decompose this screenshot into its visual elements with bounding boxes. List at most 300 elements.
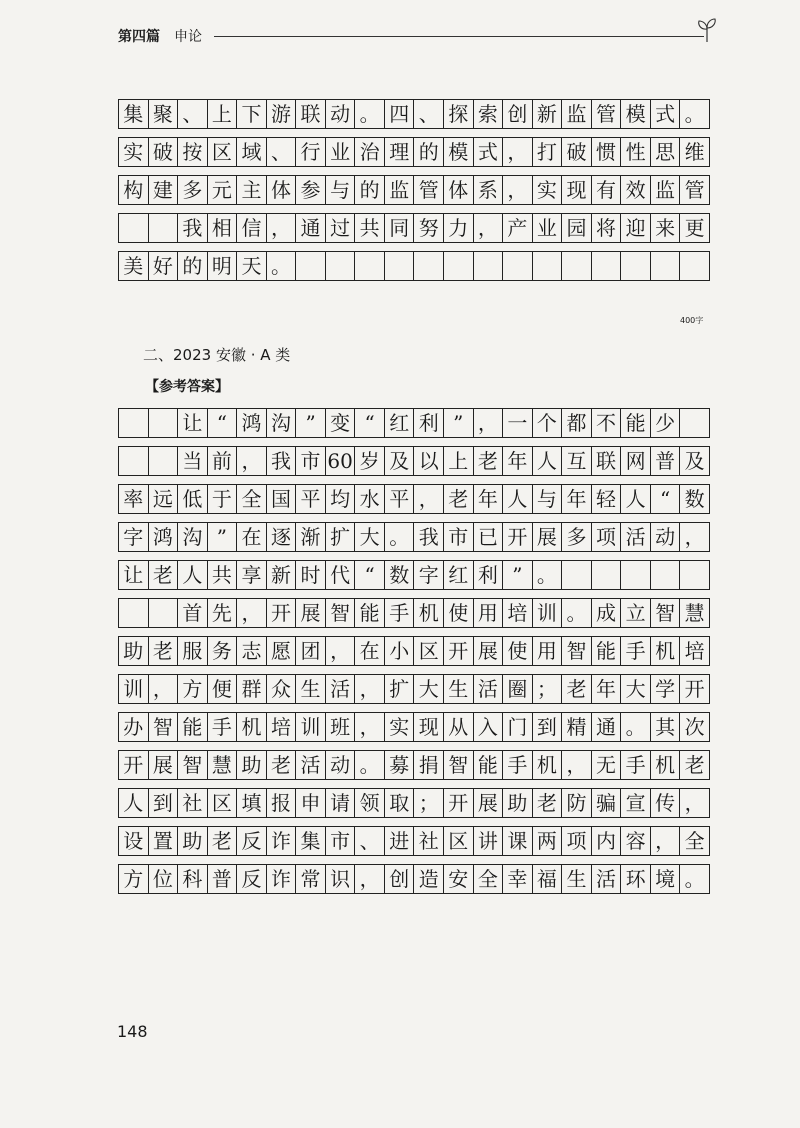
grid-cell: 年 <box>592 675 622 703</box>
grid-cell: 、 <box>267 138 297 166</box>
grid-cell: 老 <box>474 447 504 475</box>
grid-cell: 我 <box>414 523 444 551</box>
grid-row <box>118 598 710 628</box>
grid-cell: 聚 <box>149 100 179 128</box>
grid-cell: 成 <box>592 599 622 627</box>
grid-cell: 创 <box>503 100 533 128</box>
grid-cell: 新 <box>533 100 563 128</box>
grid-cell: 境 <box>651 865 681 893</box>
grid-cell: ， <box>474 409 504 437</box>
grid-cell: ” <box>503 561 533 589</box>
grid-cell: 用 <box>474 599 504 627</box>
grid-cell: 利 <box>414 409 444 437</box>
grid-cell <box>474 252 504 280</box>
grid-cell: 岁 <box>355 447 385 475</box>
grid-cell: 全 <box>237 485 267 513</box>
grid-cell <box>621 561 651 589</box>
grid-cell: 数 <box>385 561 415 589</box>
grid-cell: 展 <box>533 523 563 551</box>
grid-cell: 位 <box>149 865 179 893</box>
grid-cell: 体 <box>444 176 474 204</box>
grid-cell: 常 <box>296 865 326 893</box>
grid-cell: 手 <box>503 751 533 779</box>
grid-cell: 诈 <box>267 865 297 893</box>
grid-cell <box>592 561 622 589</box>
grid-cell: 年 <box>562 485 592 513</box>
grid-cell: 渐 <box>296 523 326 551</box>
grid-cell: 一 <box>503 409 533 437</box>
grid-cell: 入 <box>474 713 504 741</box>
grid-cell: 年 <box>503 447 533 475</box>
grid-cell <box>296 252 326 280</box>
grid-cell: 逐 <box>267 523 297 551</box>
grid-cell <box>385 252 415 280</box>
grid-cell <box>149 599 179 627</box>
grid-cell: 普 <box>651 447 681 475</box>
grid-cell: 项 <box>592 523 622 551</box>
grid-cell: 老 <box>444 485 474 513</box>
grid-cell: 培 <box>503 599 533 627</box>
grid-cell: 助 <box>119 637 149 665</box>
grid-cell: 鸿 <box>237 409 267 437</box>
grid-cell: 。 <box>355 100 385 128</box>
grid-cell: 小 <box>385 637 415 665</box>
grid-cell <box>562 252 592 280</box>
grid-cell: 用 <box>533 637 563 665</box>
grid-cell: 社 <box>414 827 444 855</box>
grid-cell: 、 <box>178 100 208 128</box>
grid-cell: 填 <box>237 789 267 817</box>
grid-cell: 在 <box>355 637 385 665</box>
grid-cell: 国 <box>267 485 297 513</box>
grid-cell: 展 <box>474 789 504 817</box>
grid-cell: 能 <box>621 409 651 437</box>
grid-cell: 、 <box>414 100 444 128</box>
grid-cell: 利 <box>474 561 504 589</box>
grid-cell: 讲 <box>474 827 504 855</box>
grid-cell: 远 <box>149 485 179 513</box>
grid-cell: 项 <box>562 827 592 855</box>
grid-row <box>118 99 710 129</box>
grid-cell: 字 <box>414 561 444 589</box>
grid-cell: 募 <box>385 751 415 779</box>
grid-cell: “ <box>651 485 681 513</box>
grid-cell: 的 <box>178 252 208 280</box>
grid-cell: 市 <box>296 447 326 475</box>
grid-cell: 开 <box>267 599 297 627</box>
grid-row <box>118 408 710 438</box>
grid-cell: 互 <box>562 447 592 475</box>
grid-cell: 四 <box>385 100 415 128</box>
grid-cell: 请 <box>326 789 356 817</box>
grid-cell: 老 <box>533 789 563 817</box>
grid-row <box>118 484 710 514</box>
grid-cell: 便 <box>208 675 238 703</box>
grid-cell: 大 <box>621 675 651 703</box>
grid-cell: 式 <box>474 138 504 166</box>
grid-cell: 人 <box>621 485 651 513</box>
grid-row <box>118 674 710 704</box>
grid-cell: “ <box>355 561 385 589</box>
grid-cell: 园 <box>562 214 592 242</box>
section-title: 二、2023 安徽 · A 类 <box>143 346 291 364</box>
grid-row <box>118 636 710 666</box>
grid-cell: 联 <box>296 100 326 128</box>
grid-cell: 前 <box>208 447 238 475</box>
grid-cell: 实 <box>533 176 563 204</box>
grid-cell: 志 <box>237 637 267 665</box>
grid-cell: 进 <box>385 827 415 855</box>
grid-cell: 行 <box>296 138 326 166</box>
grid-cell: 构 <box>119 176 149 204</box>
grid-cell: 相 <box>208 214 238 242</box>
grid-cell: 反 <box>237 865 267 893</box>
grid-cell: 60 <box>326 447 356 475</box>
grid-cell: 力 <box>444 214 474 242</box>
grid-row <box>118 560 710 590</box>
grid-cell: “ <box>355 409 385 437</box>
grid-cell: 福 <box>533 865 563 893</box>
grid-cell: 轻 <box>592 485 622 513</box>
grid-cell: 内 <box>592 827 622 855</box>
grid-cell: 机 <box>651 637 681 665</box>
grid-cell: 手 <box>385 599 415 627</box>
grid-cell: 扩 <box>385 675 415 703</box>
grid-cell: 管 <box>684 178 705 202</box>
grid-cell: 课 <box>503 827 533 855</box>
grid-cell: 。 <box>385 523 415 551</box>
grid-cell: 宣 <box>621 789 651 817</box>
grid-cell: ， <box>326 637 356 665</box>
grid-cell: 。 <box>621 713 651 741</box>
grid-cell: 全 <box>474 865 504 893</box>
grid-cell: 及 <box>385 447 415 475</box>
grid-cell: 区 <box>208 789 238 817</box>
grid-cell: 维 <box>684 140 705 164</box>
grid-cell: 业 <box>326 138 356 166</box>
grid-cell: 反 <box>237 827 267 855</box>
grid-cell: 全 <box>684 829 705 853</box>
reference-answer-label: 【参考答案】 <box>145 379 229 395</box>
grid-cell: 立 <box>621 599 651 627</box>
grid-cell: 环 <box>621 865 651 893</box>
grid-cell: 开 <box>503 523 533 551</box>
grid-cell: 两 <box>533 827 563 855</box>
grid-cell: 在 <box>237 523 267 551</box>
grid-cell: 好 <box>149 252 179 280</box>
grid-cell: 动 <box>326 100 356 128</box>
grid-cell: 创 <box>385 865 415 893</box>
grid-cell: 系 <box>474 176 504 204</box>
grid-cell: 生 <box>444 675 474 703</box>
grid-cell: 展 <box>149 751 179 779</box>
grid-cell: 域 <box>237 138 267 166</box>
grid-cell: ， <box>237 599 267 627</box>
grid-cell: 业 <box>533 214 563 242</box>
grid-cell: ， <box>684 525 705 549</box>
grid-cell: 率 <box>119 485 149 513</box>
grid-cell: ， <box>149 675 179 703</box>
grid-cell: 设 <box>119 827 149 855</box>
grid-cell: 下 <box>237 100 267 128</box>
grid-cell: 区 <box>208 138 238 166</box>
grid-cell: 使 <box>444 599 474 627</box>
grid-cell: 扩 <box>326 523 356 551</box>
grid-cell: 以 <box>414 447 444 475</box>
grid-row <box>118 864 710 894</box>
grid-row <box>118 137 710 167</box>
grid-cell: 模 <box>444 138 474 166</box>
grid-cell: 通 <box>592 713 622 741</box>
grid-cell: 机 <box>533 751 563 779</box>
grid-cell <box>119 447 149 475</box>
grid-cell: 的 <box>414 138 444 166</box>
grid-cell: 管 <box>592 100 622 128</box>
grid-cell: 年 <box>474 485 504 513</box>
grid-cell: 破 <box>562 138 592 166</box>
grid-cell: 骗 <box>592 789 622 817</box>
grid-cell: 理 <box>385 138 415 166</box>
grid-cell: 有 <box>592 176 622 204</box>
grid-cell: 方 <box>178 675 208 703</box>
grid-cell: 诈 <box>267 827 297 855</box>
grid-cell: 信 <box>237 214 267 242</box>
grid-cell: 动 <box>651 523 681 551</box>
grid-cell: 群 <box>237 675 267 703</box>
grid-row <box>118 750 710 780</box>
grid-cell: 先 <box>208 599 238 627</box>
grid-cell: 的 <box>355 176 385 204</box>
grid-cell: 建 <box>149 176 179 204</box>
grid-cell: ” <box>444 409 474 437</box>
grid-cell: 更 <box>684 216 705 240</box>
grid-row <box>118 712 710 742</box>
grid-cell: 老 <box>562 675 592 703</box>
grid-cell: 班 <box>326 713 356 741</box>
grid-cell: 低 <box>178 485 208 513</box>
grid-cell: 活 <box>621 523 651 551</box>
grid-cell: 智 <box>326 599 356 627</box>
grid-cell: 机 <box>414 599 444 627</box>
grid-cell: 将 <box>592 214 622 242</box>
grid-cell: 科 <box>178 865 208 893</box>
subject-label: 申论 <box>174 29 202 45</box>
grid-cell: 现 <box>414 713 444 741</box>
grid-cell: 多 <box>562 523 592 551</box>
grid-cell: 监 <box>385 176 415 204</box>
grid-cell: 时 <box>296 561 326 589</box>
grid-cell: 报 <box>267 789 297 817</box>
grid-cell: 识 <box>326 865 356 893</box>
grid-cell <box>651 252 681 280</box>
grid-cell: 探 <box>444 100 474 128</box>
grid-cell: 。 <box>533 561 563 589</box>
grid-cell: 手 <box>208 713 238 741</box>
grid-cell: 老 <box>149 561 179 589</box>
grid-cell: 办 <box>119 713 149 741</box>
grid-cell: 活 <box>592 865 622 893</box>
grid-row <box>118 826 710 856</box>
grid-cell: 都 <box>562 409 592 437</box>
grid-cell: 来 <box>651 214 681 242</box>
grid-cell: ” <box>208 523 238 551</box>
sprout-icon <box>696 16 718 42</box>
grid-cell: 智 <box>149 713 179 741</box>
grid-cell: 生 <box>296 675 326 703</box>
grid-cell: ， <box>503 138 533 166</box>
grid-cell: ； <box>533 675 563 703</box>
grid-cell: ， <box>355 675 385 703</box>
grid-cell: 式 <box>651 100 681 128</box>
grid-cell <box>503 252 533 280</box>
grid-cell: 。 <box>267 252 297 280</box>
grid-cell: 智 <box>562 637 592 665</box>
grid-cell: 门 <box>503 713 533 741</box>
grid-cell: 元 <box>208 176 238 204</box>
grid-cell: 效 <box>621 176 651 204</box>
grid-cell: 过 <box>326 214 356 242</box>
grid-cell: ， <box>474 214 504 242</box>
grid-cell: 培 <box>267 713 297 741</box>
grid-cell <box>680 409 709 437</box>
grid-cell: 我 <box>267 447 297 475</box>
grid-cell: 容 <box>621 827 651 855</box>
grid-cell: 开 <box>684 677 705 701</box>
grid-row <box>118 788 710 818</box>
grid-cell: 老 <box>684 753 705 777</box>
grid-cell: 大 <box>355 523 385 551</box>
grid-cell <box>680 252 709 280</box>
grid-cell: 水 <box>355 485 385 513</box>
grid-cell: 展 <box>296 599 326 627</box>
grid-cell: 红 <box>385 409 415 437</box>
grid-cell: 助 <box>503 789 533 817</box>
grid-cell: 美 <box>119 252 149 280</box>
grid-cell: 服 <box>178 637 208 665</box>
grid-row <box>118 213 710 243</box>
grid-cell: 。 <box>562 599 592 627</box>
grid-cell: 培 <box>684 639 705 663</box>
grid-cell <box>149 447 179 475</box>
grid-cell: 生 <box>562 865 592 893</box>
grid-cell: 变 <box>326 409 356 437</box>
grid-cell: 已 <box>474 523 504 551</box>
grid-cell: 从 <box>444 713 474 741</box>
grid-cell: 愿 <box>267 637 297 665</box>
grid-cell: 不 <box>592 409 622 437</box>
grid-cell: 打 <box>533 138 563 166</box>
grid-cell <box>326 252 356 280</box>
grid-cell: 手 <box>621 637 651 665</box>
grid-cell <box>119 214 149 242</box>
grid-cell: 享 <box>237 561 267 589</box>
grid-cell: 智 <box>444 751 474 779</box>
grid-cell: 手 <box>621 751 651 779</box>
grid-cell: 其 <box>651 713 681 741</box>
grid-cell: ， <box>562 751 592 779</box>
grid-cell: 人 <box>119 789 149 817</box>
answer-grid-top <box>118 99 710 289</box>
grid-cell: 无 <box>592 751 622 779</box>
page-number: 148 <box>117 1022 148 1041</box>
grid-cell: 我 <box>178 214 208 242</box>
grid-cell <box>444 252 474 280</box>
grid-cell: 老 <box>208 827 238 855</box>
grid-cell: 上 <box>444 447 474 475</box>
grid-cell: 。 <box>684 102 705 126</box>
grid-cell: 游 <box>267 100 297 128</box>
grid-cell: 开 <box>444 789 474 817</box>
grid-cell: 努 <box>414 214 444 242</box>
grid-cell: 到 <box>533 713 563 741</box>
grid-cell: 领 <box>355 789 385 817</box>
grid-cell: 通 <box>296 214 326 242</box>
grid-row <box>118 446 710 476</box>
grid-cell: 迎 <box>621 214 651 242</box>
grid-cell <box>119 599 149 627</box>
grid-cell: 当 <box>178 447 208 475</box>
grid-cell: 众 <box>267 675 297 703</box>
grid-cell: 活 <box>296 751 326 779</box>
grid-cell: 新 <box>267 561 297 589</box>
grid-cell: 红 <box>444 561 474 589</box>
grid-cell: 同 <box>385 214 415 242</box>
grid-cell: 模 <box>621 100 651 128</box>
grid-cell: 开 <box>444 637 474 665</box>
grid-cell: 活 <box>474 675 504 703</box>
grid-cell <box>680 561 709 589</box>
grid-cell: 思 <box>651 138 681 166</box>
grid-cell: 监 <box>651 176 681 204</box>
answer-grid-bottom <box>118 408 710 902</box>
grid-cell: 让 <box>119 561 149 589</box>
grid-cell: 取 <box>385 789 415 817</box>
grid-cell: 天 <box>237 252 267 280</box>
grid-cell: 、 <box>355 827 385 855</box>
grid-cell <box>149 409 179 437</box>
grid-row <box>118 251 710 281</box>
grid-cell: 少 <box>651 409 681 437</box>
grid-cell: 传 <box>651 789 681 817</box>
grid-cell: 性 <box>621 138 651 166</box>
grid-cell: 次 <box>684 715 705 739</box>
grid-cell: 于 <box>208 485 238 513</box>
grid-cell: 体 <box>267 176 297 204</box>
grid-cell: 训 <box>533 599 563 627</box>
grid-cell: 申 <box>296 789 326 817</box>
grid-cell: 及 <box>684 449 705 473</box>
grid-cell: 圈 <box>503 675 533 703</box>
grid-cell: “ <box>208 409 238 437</box>
grid-row <box>118 175 710 205</box>
grid-cell: 开 <box>119 751 149 779</box>
grid-cell: 慧 <box>208 751 238 779</box>
grid-cell: 市 <box>444 523 474 551</box>
grid-cell: 网 <box>621 447 651 475</box>
grid-cell: 产 <box>503 214 533 242</box>
grid-cell: 。 <box>355 751 385 779</box>
grid-cell: ， <box>355 713 385 741</box>
grid-cell: 人 <box>503 485 533 513</box>
grid-cell: 共 <box>355 214 385 242</box>
grid-cell: 人 <box>178 561 208 589</box>
grid-cell: 按 <box>178 138 208 166</box>
grid-cell: 共 <box>208 561 238 589</box>
grid-cell: 智 <box>651 599 681 627</box>
grid-cell: 能 <box>178 713 208 741</box>
grid-cell: 集 <box>119 100 149 128</box>
grid-cell: 与 <box>533 485 563 513</box>
